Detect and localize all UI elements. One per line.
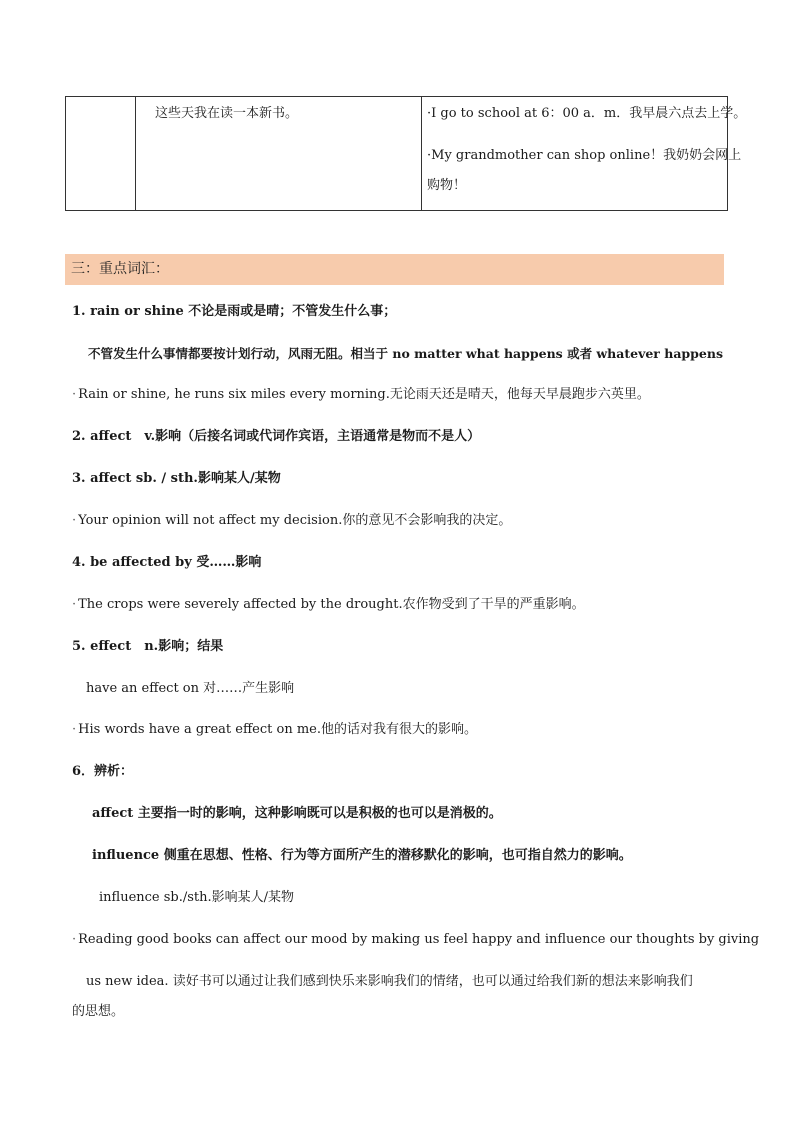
table-fragment (65, 96, 747, 211)
section-title: 三：重点词汇： (65, 254, 724, 285)
vocab-item-5-heading: 5. effect n.影响；结果 (72, 639, 224, 654)
table-cell-example-2-cont: 购物！ (427, 178, 467, 193)
vocab-item-6-example-cont: us new idea. 读好书可以通过让我们感到快乐来影响我们的情绪，也可以通过给我们新的想法来影响我们 (86, 974, 693, 989)
vocab-item-1-example: · Rain or shine, he runs six miles every morning.无论雨天还是晴天，他每天早晨跑步六英里。 (72, 387, 650, 402)
vocab-item-1-note: 不管发生什么事情都要按计划行动，风雨无阻。相当于 no matter what happens 或者 whatever happens (88, 346, 723, 361)
vocab-item-5-phrase: have an effect on 对……产生影响 (86, 681, 295, 696)
table-cell-example-2: ·My grandmother can shop online！我奶奶会网上 (427, 148, 742, 163)
table-divider (421, 97, 422, 210)
vocab-item-4-example: · The crops were severely affected by the drought.农作物受到了干旱的严重影响。 (72, 597, 585, 612)
table-divider (135, 97, 136, 210)
vocab-item-2-heading: 2. affect v.影响（后接名词或代词作宾语，主语通常是物而不是人） (72, 429, 481, 444)
vocab-item-4-heading: 4. be affected by 受……影响 (72, 555, 262, 570)
vocab-item-6-example: · Reading good books can affect our mood by making us feel happy and influence our thoughts by giving (72, 932, 760, 947)
vocab-item-1-heading: 1. rain or shine 不论是雨或是晴；不管发生什么事； (72, 304, 397, 319)
vocab-item-6-influence: influence 侧重在思想、性格、行为等方面所产生的潜移默化的影响，也可指自然力的影响。 (92, 848, 632, 863)
vocab-item-6-affect: affect 主要指一时的影响，这种影响既可以是积极的也可以是消极的。 (92, 806, 502, 821)
vocab-item-6-example-end: 的思想。 (72, 1004, 125, 1019)
vocab-item-5-example: · His words have a great effect on me.他的话对我有很大的影响。 (72, 722, 477, 737)
vocab-item-3-example: · Your opinion will not affect my decision.你的意见不会影响我的决定。 (72, 513, 512, 528)
vocab-item-6-heading: 6．辨析： (72, 764, 134, 779)
vocab-item-6-phrase: influence sb./sth.影响某人/某物 (99, 890, 295, 905)
vocab-item-3-heading: 3. affect sb. / sth.影响某人/某物 (72, 471, 281, 486)
table-cell-sentence: 这些天我在读一本新书。 (155, 106, 299, 121)
table-cell-example-1: ·I go to school at 6：00 a．m．我早晨六点去上学。 (427, 106, 747, 121)
